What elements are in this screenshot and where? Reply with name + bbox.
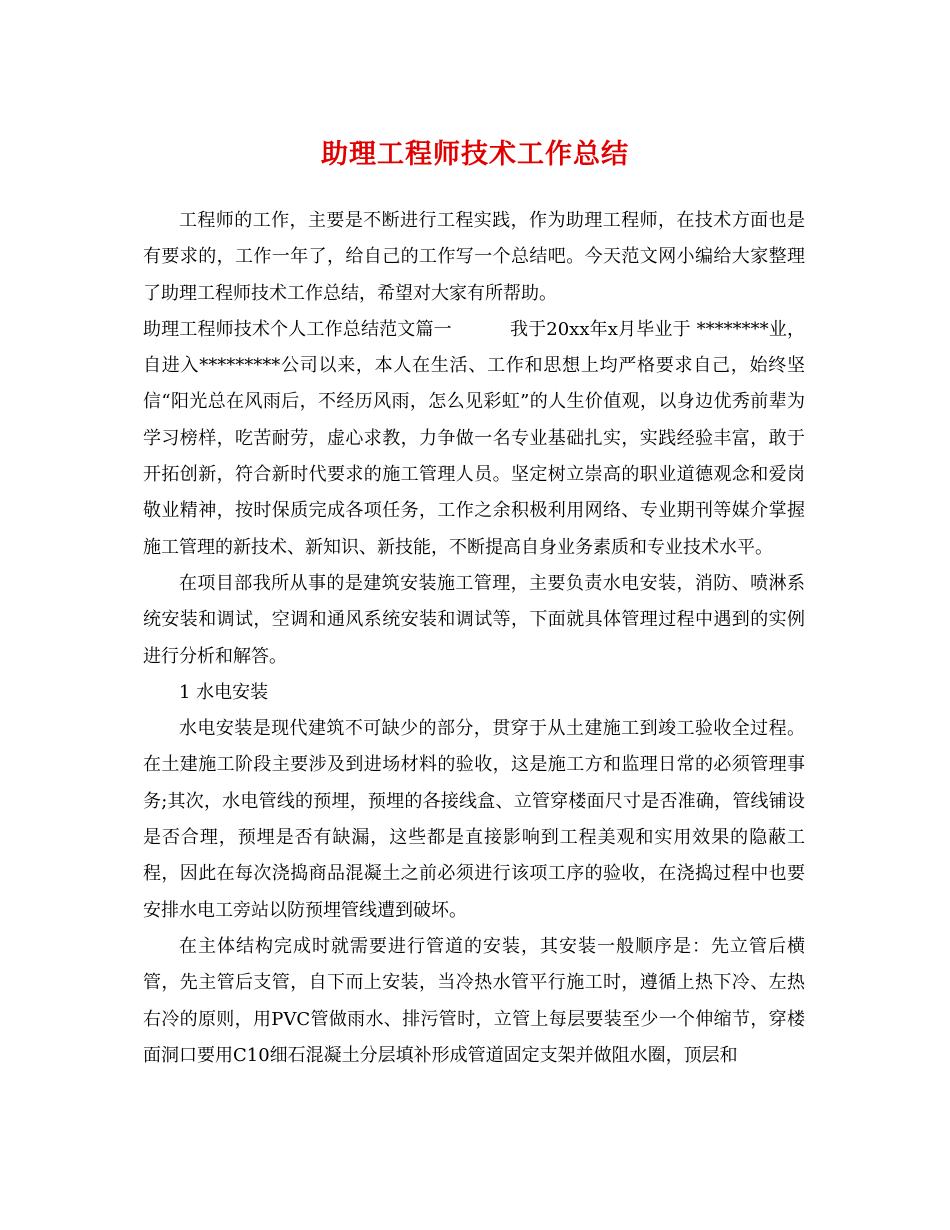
intro-paragraph: 工程师的工作，主要是不断进行工程实践，作为助理工程师，在技术方面也是有要求的，工作一年了，给自己的工作写一个总结吧。今天范文网小编给大家整理了助理工程师技术工作总结，希望对大家有所帮助。	[143, 210, 805, 304]
section-paragraph	[143, 312, 805, 566]
section-heading: 助理工程师技术个人工作总结范文篇一	[143, 318, 452, 340]
document-body	[143, 203, 805, 1074]
body-paragraph-pipe-install: 在主体结构完成时就需要进行管道的安装，其安装一般顺序是：先立管后横管，先主管后支管，自下而上安装，当冷热水管平行施工时，遵循上热下冷、左热右冷的原则，用PVC管做雨水、排污管时，立管上每层要装至少一个伸缩节，穿楼面洞口要用C10细石混凝土分层填补形成管道固定支架并做阻水圈，顶层和	[143, 935, 805, 1066]
body-paragraph-project: 在项目部我所从事的是建筑安装施工管理，主要负责水电安装，消防、喷淋系统安装和调试，空调和通风系统安装和调试等，下面就具体管理过程中遇到的实例进行分析和解答。	[143, 572, 805, 667]
section-paragraph-text: 我于20xx年x月毕业于 ********业，自进入*********公司以来，本人在生活、工作和思想上均严格要求自己，始终坚信“阳光总在风雨后，不经历风雨，怎么见彩虹”的人生价值观，以身边优秀前辈为学习榜样，吃苦耐劳，虚心求教，力争做一名专业基础扎实，实践经验丰富，敢于开拓创新，符合新时代要求的施工管理人员。坚定树立崇高的职业道德观念和爱岗敬业精神，按时保质完成各项任务，工作之余积极利用网络、专业期刊等媒介掌握施工管理的新技术、新知识、新技能，不断提高自身业务素质和专业技术水平。	[143, 318, 805, 558]
document-title: 助理工程师技术工作总结	[321, 139, 629, 170]
subsection-heading: 1 水电安装	[179, 681, 269, 703]
body-paragraph-water-electric: 水电安装是现代建筑不可缺少的部分，贯穿于从土建施工到竣工验收全过程。在土建施工阶段主要涉及到进场材料的验收，这是施工方和监理日常的必须管理事务;其次，水电管线的预埋，预埋的各接线盒、立管穿楼面尺寸是否准确，管线铺设是否合理，预埋是否有缺漏，这些都是直接影响到工程美观和实用效果的隐蔽工程，因此在每次浇捣商品混凝土之前必须进行该项工序的验收，在浇捣过程中也要安排水电工旁站以防预埋管线遭到破坏。	[143, 718, 805, 921]
